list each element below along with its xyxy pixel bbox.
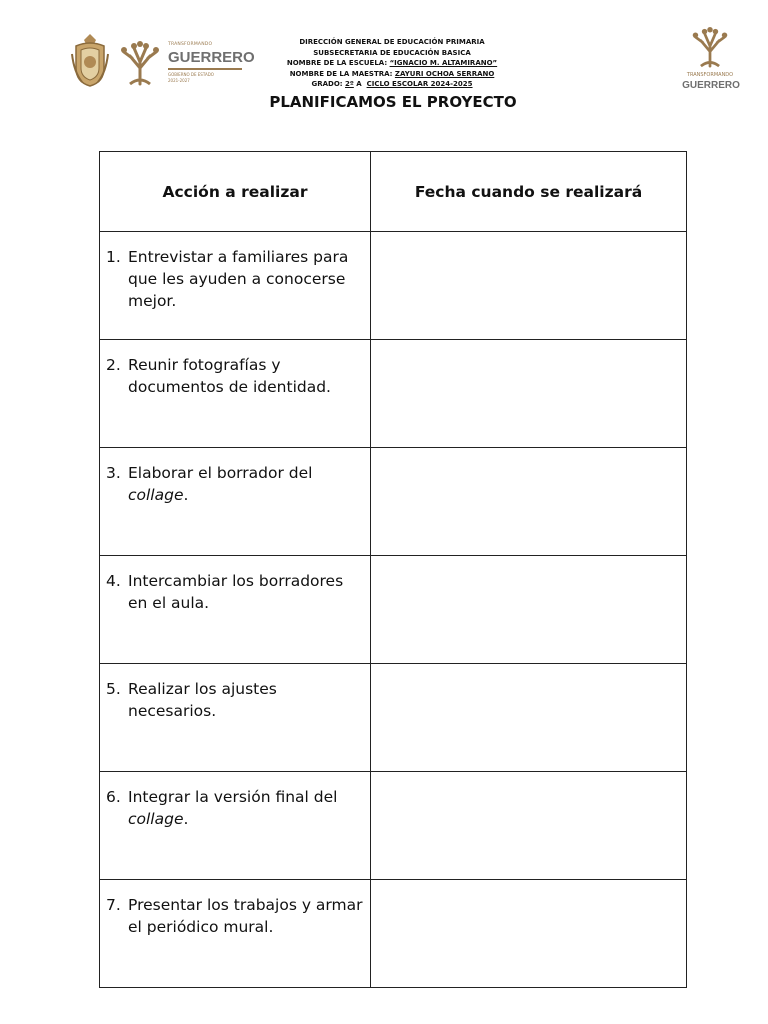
teacher-name-line [250,69,534,80]
item-text: Presentar los trabajos y armar el periódico mural. [128,896,363,936]
logo-right-small-text: TRANSFORMANDO [686,72,734,78]
school-name-line [250,58,534,69]
action-item [106,786,364,830]
action-cell [100,232,371,340]
header-line2: SUBSECRETARIA DE EDUCACIÓN BASICA [313,48,471,57]
item-tail: . [183,810,189,828]
date-cell[interactable] [371,772,687,880]
column-header-action: Acción a realizar [100,152,371,232]
action-item [106,894,364,938]
action-cell [100,880,371,988]
item-text: Elaborar el borrador del [128,464,313,482]
action-item [106,246,364,312]
date-cell[interactable] [371,556,687,664]
table-row [100,556,687,664]
school-label: NOMBRE DE LA ESCUELA: [286,59,390,67]
logo-left-big-text: GUERRERO [168,49,255,66]
table-row [100,880,687,988]
action-cell [100,340,371,448]
date-cell[interactable] [371,232,687,340]
table-row [100,448,687,556]
logo-right-big-text: GUERRERO [682,80,740,91]
action-item [106,678,364,722]
item-number: 4. [106,572,121,590]
item-text: Realizar los ajustes necesarios. [128,680,277,720]
item-text: Integrar la versión final del [128,788,338,806]
item-number: 1. [106,248,121,266]
teacher-value: ZAYURI OCHOA SERRANO [394,69,495,78]
item-number: 5. [106,680,121,698]
action-cell [100,664,371,772]
logo-left-sub1: GOBIERNO DE ESTADO [168,72,214,77]
item-text-wrap [128,246,364,312]
grade-value: 2º [345,80,354,88]
action-cell [100,772,371,880]
action-item [106,462,364,506]
item-text-wrap [128,462,364,506]
item-text: Entrevistar a familiares para que les ayuden a conocerse mejor. [128,248,349,310]
item-text: Intercambiar los borradores en el aula. [128,572,344,612]
logo-left-divider [168,68,242,70]
state-seal-logo [70,32,110,88]
page-title: PLANIFICAMOS EL PROYECTO [269,93,517,111]
group-value: A [353,80,365,88]
item-italic: collage [128,810,184,828]
teacher-label: NOMBRE DE LA MAESTRA: [289,69,395,78]
action-item [106,354,364,398]
school-value: “IGNACIO M. ALTAMIRANO” [389,59,498,67]
school-cycle: CICLO ESCOLAR 2024-2025 [366,80,473,88]
item-number: 2. [106,356,121,374]
table-row [100,772,687,880]
action-cell [100,556,371,664]
header-line1: DIRECCIÓN GENERAL DE EDUCACIÓN PRIMARIA [299,38,485,46]
guerrero-logo-left [118,38,255,88]
item-text-wrap [128,354,364,398]
item-number: 6. [106,788,121,806]
tree-icon [690,26,730,68]
grade-line [250,79,534,90]
item-number: 7. [106,896,121,914]
guerrero-logo-right [680,22,746,94]
date-cell[interactable] [371,340,687,448]
column-header-date: Fecha cuando se realizará [371,152,687,232]
table-row [100,340,687,448]
grade-label: GRADO: [311,80,346,88]
date-cell[interactable] [371,448,687,556]
table-row [100,664,687,772]
document-header [250,37,534,90]
item-text-wrap [128,570,364,614]
table-header-row [100,152,687,232]
item-text-wrap [128,894,364,938]
table-row [100,232,687,340]
action-cell [100,448,371,556]
logo-left-small-text: TRANSFORMANDO [168,42,213,47]
item-tail: . [183,486,189,504]
item-text-wrap [128,786,364,830]
item-italic: collage [128,486,184,504]
item-number: 3. [106,464,121,482]
date-cell[interactable] [371,664,687,772]
logo-left-sub2: 2021-2027 [168,78,190,83]
tree-icon [118,40,162,86]
planning-table [99,151,687,988]
date-cell[interactable] [371,880,687,988]
action-item [106,570,364,614]
item-text: Reunir fotografías y documentos de identidad. [128,356,331,396]
item-text-wrap [128,678,364,722]
